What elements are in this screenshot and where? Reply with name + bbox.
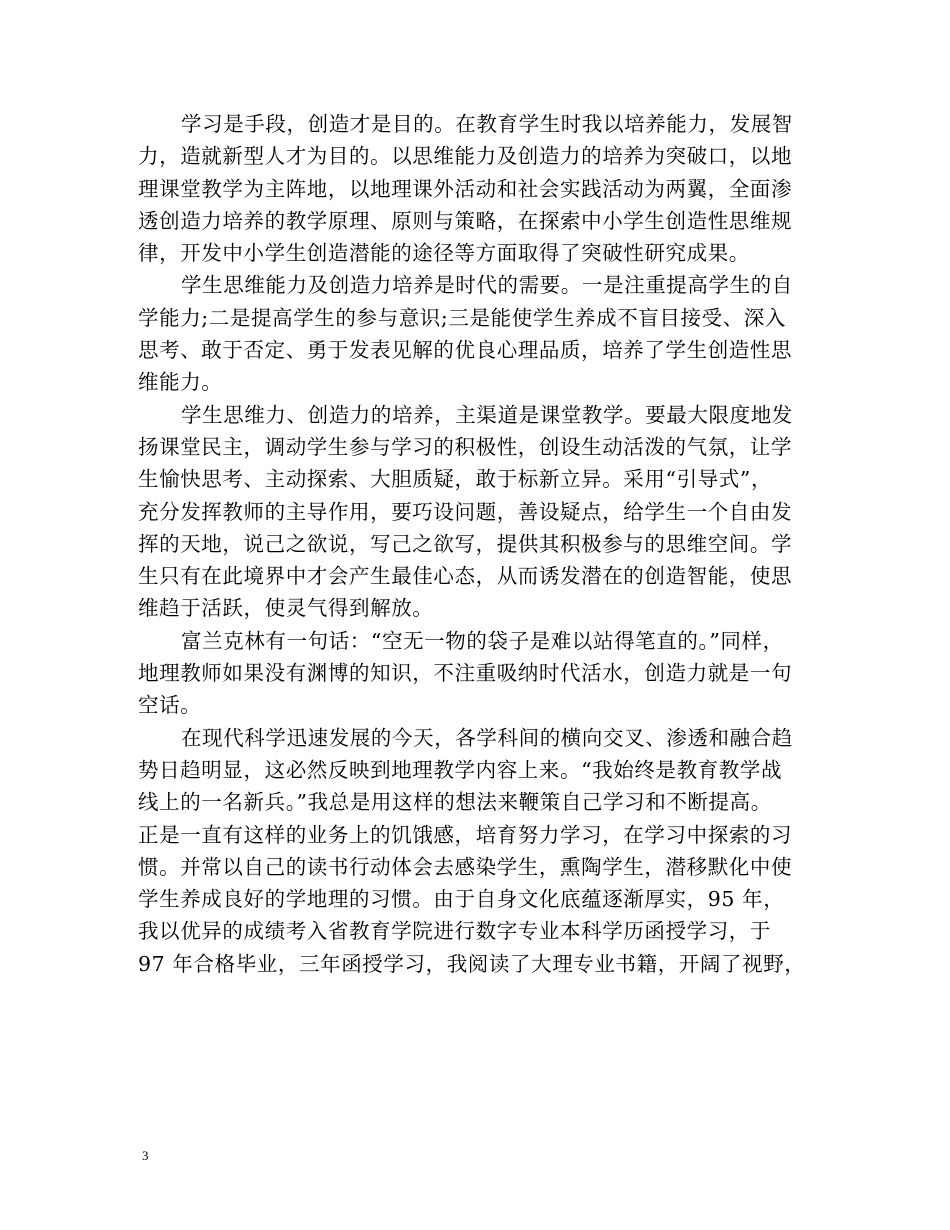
text-line: 空话。 xyxy=(138,693,202,718)
text-line: 在现代科学迅速发展的今天，各学科间的横向交叉、渗透和融合趋 xyxy=(181,725,793,750)
text-line: 扬课堂民主，调动学生参与学习的积极性，创设生动活泼的气氛，让学 xyxy=(138,434,793,459)
text-line: 力，造就新型人才为目的。以思维能力及创造力的培养为突破口，以地 xyxy=(138,144,793,169)
paragraph xyxy=(138,399,818,625)
text-line: 线上的一名新兵。”我总是用这样的想法来鞭策自己学习和不断提高。 xyxy=(138,790,772,815)
text-line: 生只有在此境界中才会产生最佳心态，从而诱发潜在的创造智能，使思 xyxy=(138,564,793,589)
text-line: 学生养成良好的学地理的习惯。由于自身文化底蕴逐渐厚实，95 年， xyxy=(138,887,785,912)
text-line: 学生思维能力及创造力培养是时代的需要。一是注重提高学生的自 xyxy=(181,273,793,298)
text-line: 学生思维力、创造力的培养，主渠道是课堂教学。要最大限度地发 xyxy=(181,402,793,427)
text-line: 97 年合格毕业，三年函授学习，我阅读了大理专业书籍，开阔了视野， xyxy=(138,951,806,976)
text-line: 正是一直有这样的业务上的饥饿感，培育努力学习，在学习中探索的习 xyxy=(138,822,793,847)
text-line: 维能力。 xyxy=(138,370,223,395)
text-line: 思考、敢于否定、勇于发表见解的优良心理品质，培养了学生创造性思 xyxy=(138,338,793,363)
paragraph xyxy=(138,625,818,722)
text-line: 学能力;二是提高学生的参与意识;三是能使学生养成不盲目接受、深入 xyxy=(138,305,787,330)
text-line: 富兰克林有一句话：“空无一物的袋子是难以站得笔直的。”同样， xyxy=(181,628,784,653)
document-body xyxy=(138,108,818,980)
text-line: 理课堂教学为主阵地，以地理课外活动和社会实践活动为两翼，全面渗 xyxy=(138,176,793,201)
text-line: 惯。并常以自己的读书行动体会去感染学生，熏陶学生，潜移默化中使 xyxy=(138,854,793,879)
text-line: 生愉快思考、主动探索、大胆质疑，敢于标新立异。采用“引导式”， xyxy=(138,467,773,492)
page-number: 3 xyxy=(142,1148,149,1163)
paragraph xyxy=(138,269,818,398)
text-line: 维趋于活跃，使灵气得到解放。 xyxy=(138,596,434,621)
paragraph xyxy=(138,722,818,980)
text-line: 地理教师如果没有渊博的知识，不注重吸纳时代活水，创造力就是一句 xyxy=(138,661,793,686)
text-line: 学习是手段，创造才是目的。在教育学生时我以培养能力，发展智 xyxy=(181,112,793,136)
text-line: 律，开发中小学生创造潜能的途径等方面取得了突破性研究成果。 xyxy=(138,241,750,266)
text-line: 充分发挥教师的主导作用，要巧设问题，善设疑点，给学生一个自由发 xyxy=(138,499,793,524)
text-line: 势日趋明显，这必然反映到地理教学内容上来。“我始终是教育教学战 xyxy=(138,757,783,782)
text-line: 挥的天地，说己之欲说，写己之欲写，提供其积极参与的思维空间。学 xyxy=(138,531,793,556)
paragraph xyxy=(138,108,818,269)
text-line: 我以优异的成绩考入省教育学院进行数字专业本科学历函授学习，于 xyxy=(138,919,771,944)
text-line: 透创造力培养的教学原理、原则与策略，在探索中小学生创造性思维规 xyxy=(138,208,793,233)
